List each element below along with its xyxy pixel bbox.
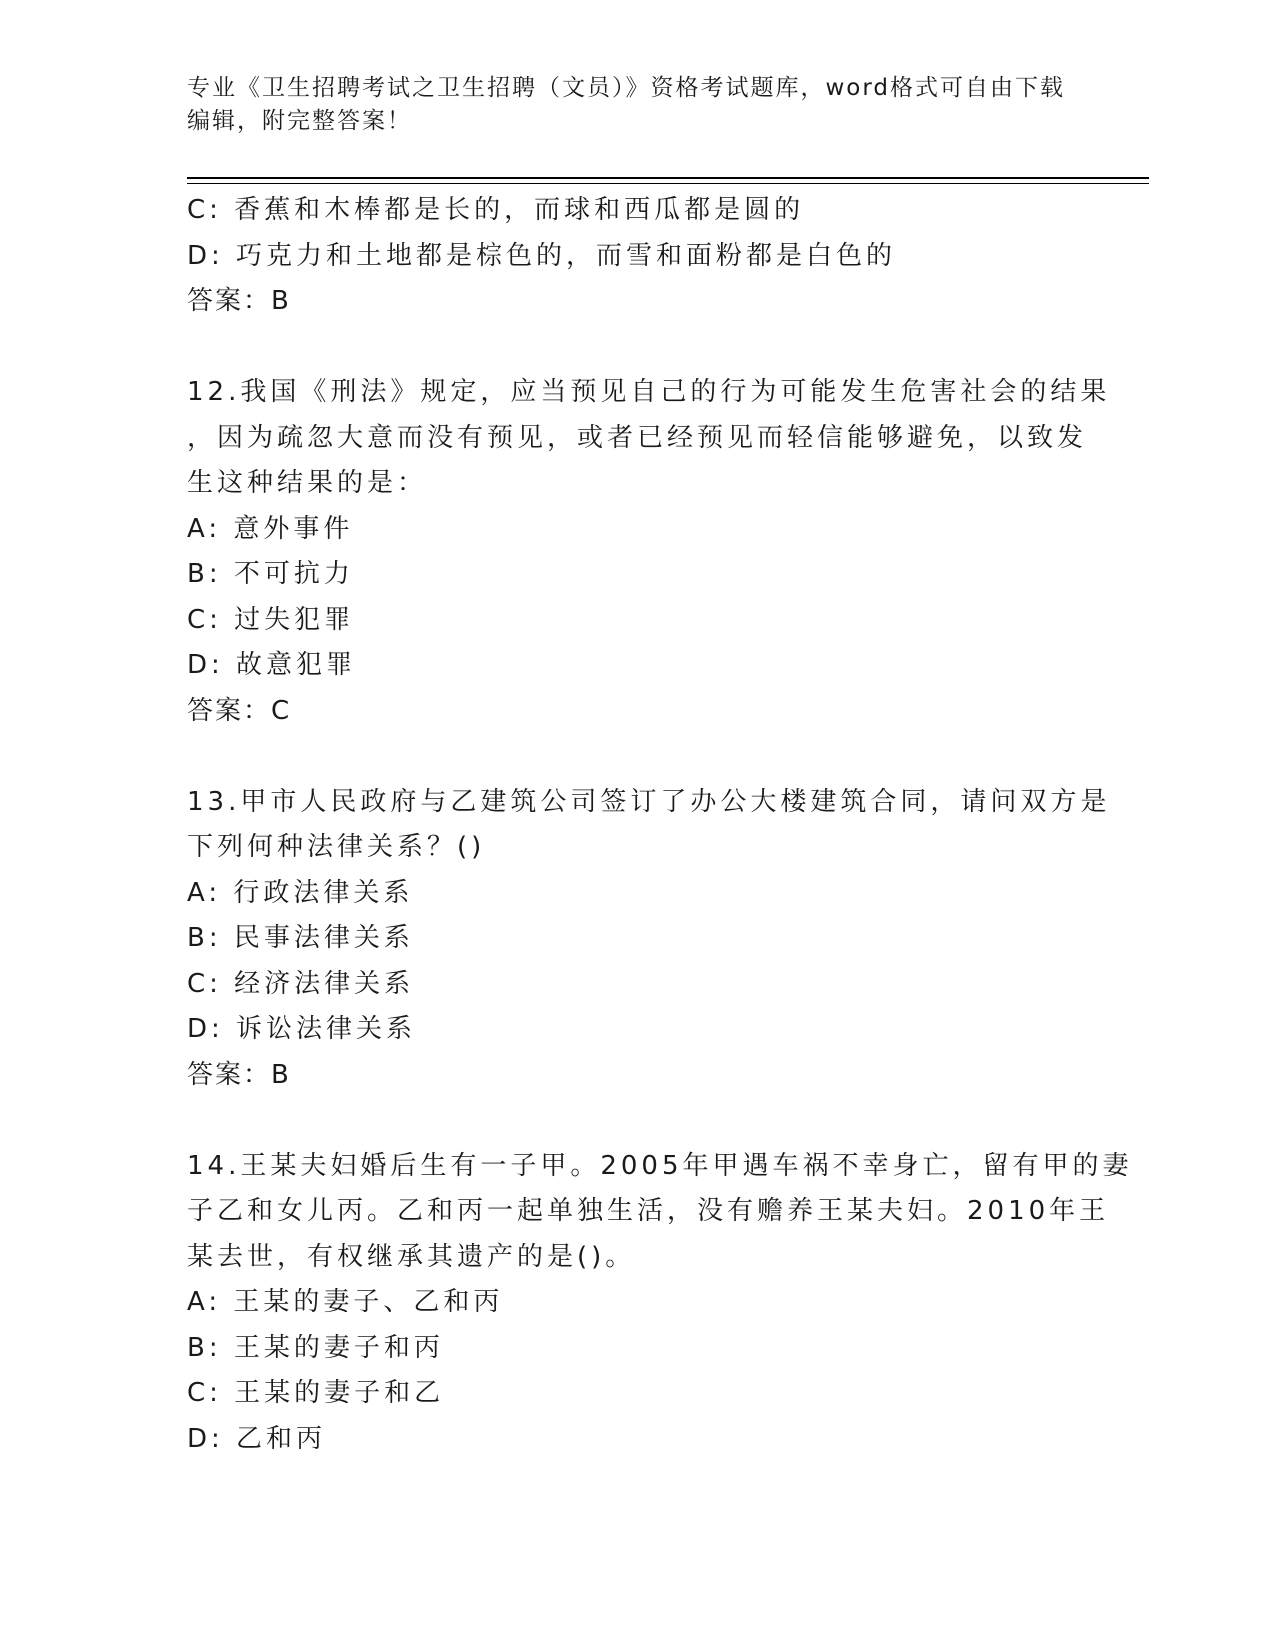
answer-line: 答案：B	[187, 1059, 291, 1090]
document-header	[187, 72, 1067, 138]
option-d: D: 巧克力和土地都是棕色的，而雪和面粉都是白色的	[187, 240, 897, 271]
option-c: C: 经济法律关系	[187, 968, 415, 999]
option-d: D: 乙和丙	[187, 1423, 327, 1454]
question-text-line: 下列何种法律关系？()	[187, 832, 486, 862]
answer-line: 答案：B	[187, 286, 291, 316]
question-text-line: ，因为疏忽大意而没有预见，或者已经预见而轻信能够避免，以致发	[187, 422, 1088, 453]
question-text-line: 12.我国《刑法》规定，应当预见自己的行为可能发生危害社会的结果	[187, 377, 1111, 407]
option-c: C: 王某的妻子和乙	[187, 1378, 445, 1408]
option-b: B: 王某的妻子和丙	[187, 1332, 444, 1363]
option-b: B: 民事法律关系	[187, 923, 414, 953]
spacer	[187, 734, 1087, 780]
option-a: A: 王某的妻子、乙和丙	[187, 1287, 504, 1317]
question-11-continued	[187, 188, 1087, 325]
question-text-line: 子乙和女儿丙。乙和丙一起单独生活，没有赡养王某夫妇。2010年王	[187, 1196, 1110, 1226]
option-c: C: 香蕉和木棒都是长的，而球和西瓜都是圆的	[187, 195, 805, 225]
answer-line: 答案：C	[187, 695, 292, 726]
header-line-2: 编辑，附完整答案！	[187, 108, 412, 134]
option-a: A: 行政法律关系	[187, 877, 414, 908]
spacer	[187, 1098, 1087, 1144]
question-text-line: 14.王某夫妇婚后生有一子甲。2005年甲遇车祸不幸身亡，留有甲的妻	[187, 1150, 1133, 1181]
option-c: C: 过失犯罪	[187, 604, 355, 635]
questions-content	[187, 188, 1133, 1462]
header-divider-thick	[187, 177, 1149, 179]
question-text-line: 生这种结果的是：	[187, 468, 428, 498]
question-13	[187, 780, 1111, 1099]
question-text-line: 某去世，有权继承其遗产的是()。	[187, 1241, 636, 1272]
question-12	[187, 370, 1111, 734]
question-text-line: 13.甲市人民政府与乙建筑公司签订了办公大楼建筑合同，请问双方是	[187, 786, 1111, 817]
header-line-1: 专业《卫生招聘考试之卫生招聘（文员）》资格考试题库，word格式可自由下载	[187, 75, 1066, 101]
question-14	[187, 1144, 1133, 1463]
option-d: D: 诉讼法律关系	[187, 1014, 417, 1044]
option-b: B: 不可抗力	[187, 559, 354, 589]
header-divider-thin	[187, 183, 1149, 184]
option-d: D: 故意犯罪	[187, 650, 357, 680]
spacer	[187, 325, 1087, 371]
option-a: A: 意外事件	[187, 513, 354, 544]
